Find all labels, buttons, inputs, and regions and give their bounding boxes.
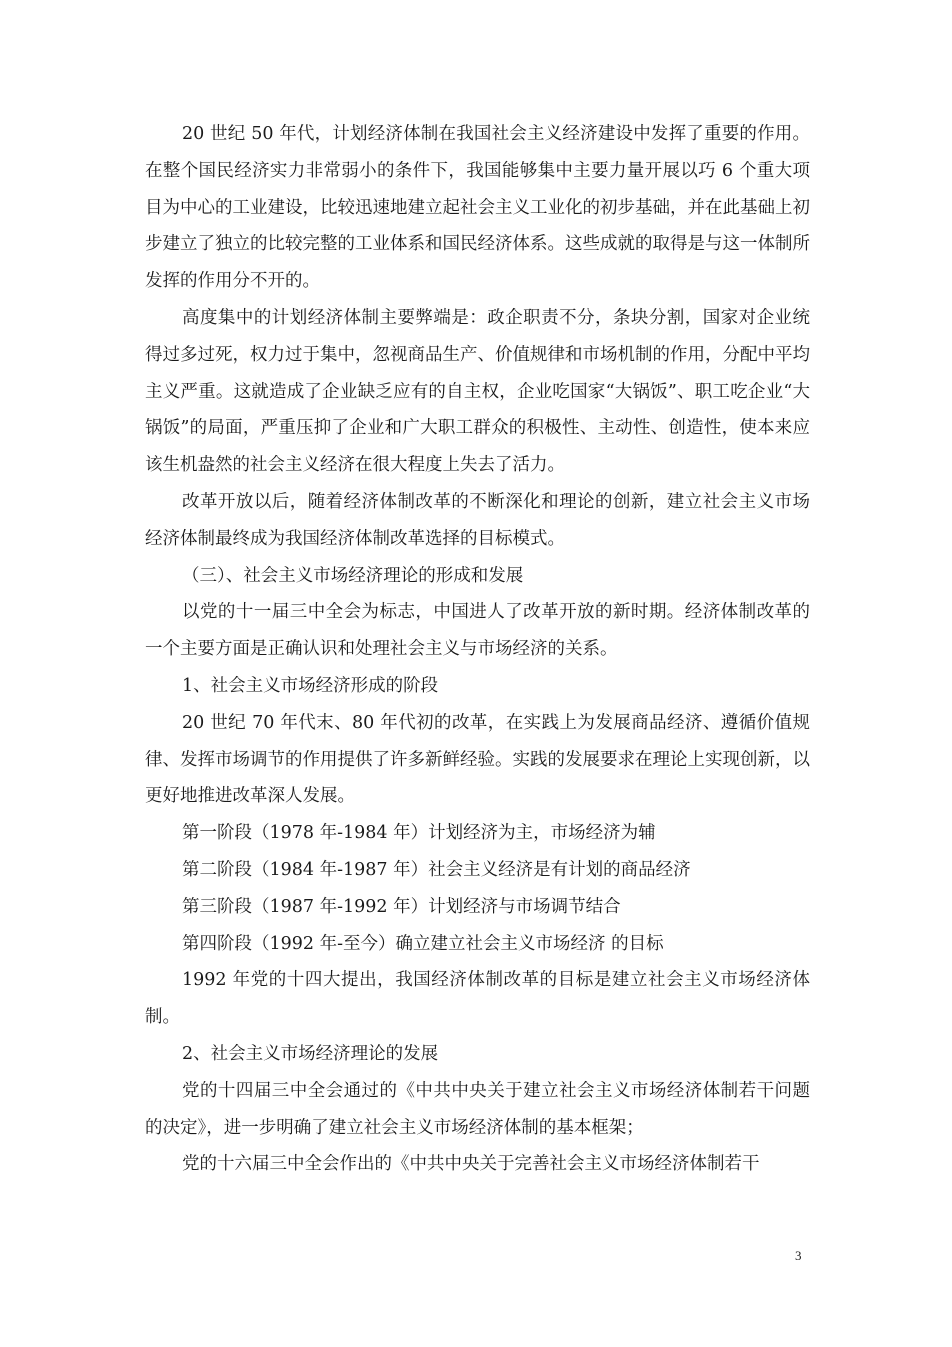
paragraph-planned-economy-drawbacks: 高度集中的计划经济体制主要弊端是：政企职责不分，条块分割，国家对企业统得过多过死，权力过于集中，忽视商品生产、价值规律和市场机制的作用，分配中平均主义严重。这就造成了企业缺乏应有的自主权，企业吃国家“大锅饭”、职工吃企业“大锅饭”的局面，严重压抑了企业和广大职工群众的积极性、主动性、创造性，使本来应该生机盎然的社会主义经济在很大程度上失去了活力。 [145, 307, 810, 476]
paragraph-fourteenth-congress: 1992 年党的十四大提出，我国经济体制改革的目标是建立社会主义市场经济体制。 [145, 970, 810, 1028]
section-heading-market-economy-theory: （三）、社会主义市场经济理论的形成和发展 [182, 565, 524, 586]
paragraph-reform-target: 改革开放以后，随着经济体制改革的不断深化和理论的创新，建立社会主义市场经济体制最终成为我国经济体制改革选择的目标模式。 [145, 491, 810, 549]
paragraph-third-plenum-14th: 党的十四届三中全会通过的《中共中央关于建立社会主义市场经济体制若干问题的决定》，进一步明确了建立社会主义市场经济体制的基本框架； [145, 1080, 810, 1138]
subheading-formation-stages: 1、社会主义市场经济形成的阶段 [182, 675, 439, 696]
stage-item-2: 第二阶段（1984 年-1987 年）社会主义经济是有计划的商品经济 [182, 859, 691, 880]
page-number: 3 [795, 1248, 802, 1263]
document-body [145, 116, 810, 1183]
stage-item-3: 第三阶段（1987 年-1992 年）计划经济与市场调节结合 [182, 896, 621, 917]
paragraph-planned-economy-achievements: 20 世纪 50 年代，计划经济体制在我国社会主义经济建设中发挥了重要的作用。在整个国民经济实力非常弱小的条件下，我国能够集中主要力量开展以巧 6 个重大项目为中心的工业建设，比较迅速地建立起社会主义工业化的初步基础，并在此基础上初步建立了独立的比较完整的工业体系和国民经济体系。这些成就的取得是与这一体制所发挥的作用分不开的。 [145, 124, 810, 292]
stage-item-4: 第四阶段（1992 年-至今）确立建立社会主义市场经济 的目标 [182, 933, 664, 954]
stage-item-1: 第一阶段（1978 年-1984 年）计划经济为主，市场经济为辅 [182, 823, 656, 844]
paragraph-third-plenum-16th: 党的十六届三中全会作出的《中共中央关于完善社会主义市场经济体制若干 [182, 1154, 760, 1175]
paragraph-early-reform: 20 世纪 70 年代末、80 年代初的改革，在实践上为发展商品经济、遵循价值规律、发挥市场调节的作用提供了许多新鲜经验。实践的发展要求在理论上实现创新，以更好地推进改革深人发展。 [145, 712, 810, 807]
paragraph-reform-era: 以党的十一届三中全会为标志，中国进人了改革开放的新时期。经济体制改革的一个主要方面是正确认识和处理社会主义与市场经济的关系。 [145, 602, 810, 660]
subheading-theory-development: 2、社会主义市场经济理论的发展 [182, 1043, 439, 1064]
